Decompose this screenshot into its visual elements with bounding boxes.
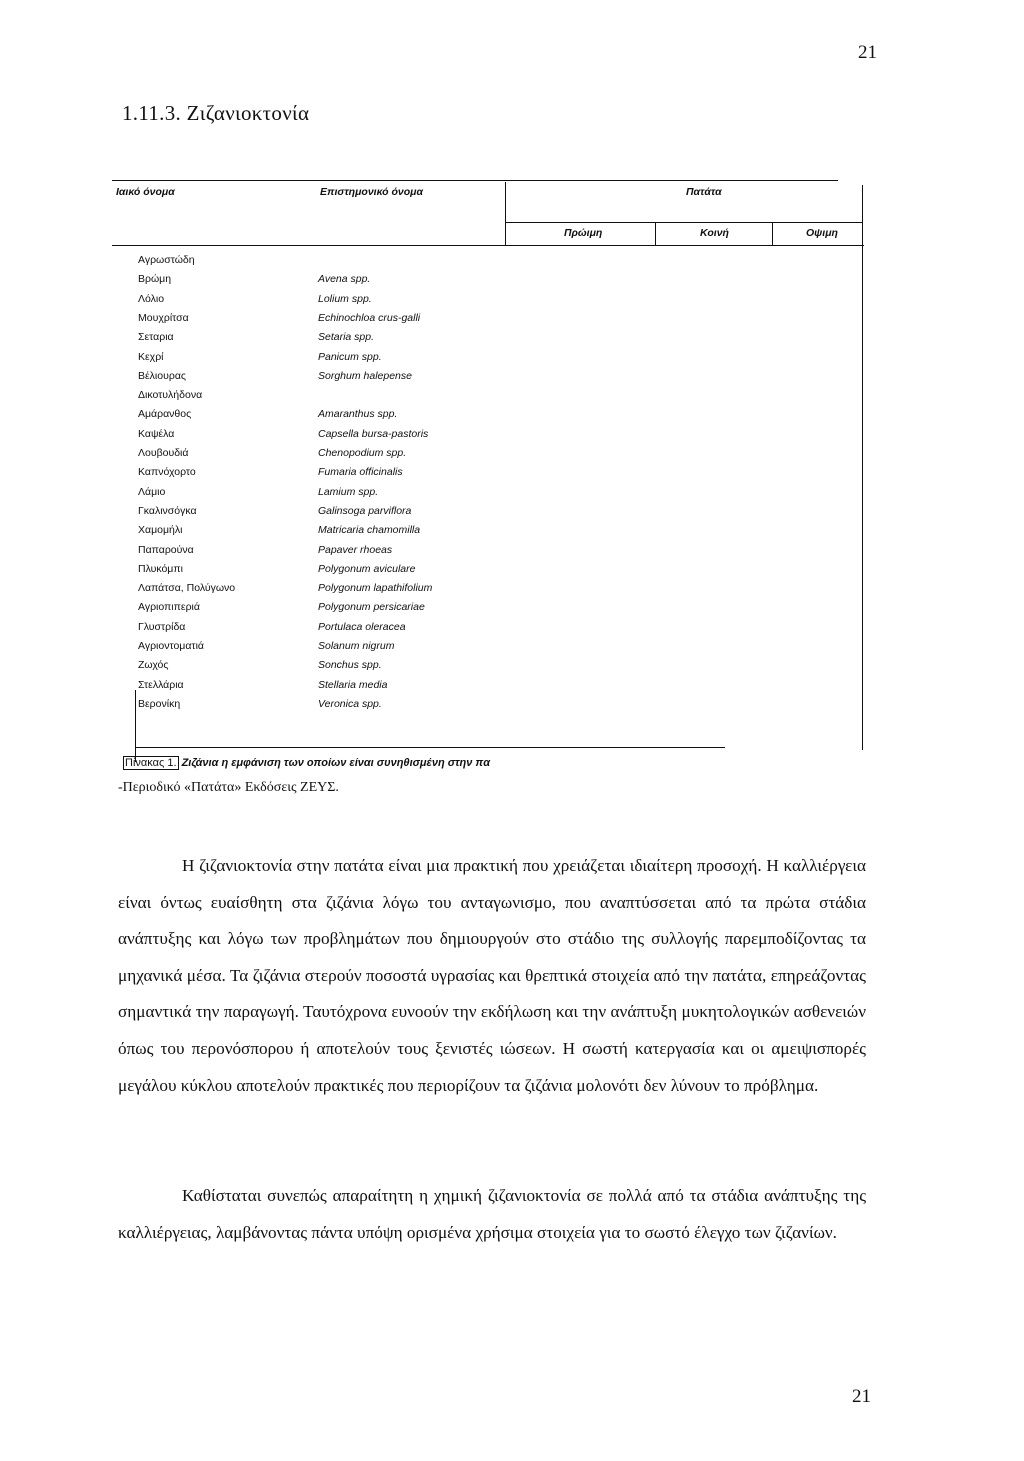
section-title: 1.11.3. Ζιζανιοκτονία — [122, 101, 310, 125]
table-cell-common-name: Καπνόχορτο — [138, 466, 196, 479]
paragraph: Καθίσταται συνεπώς απαραίτητη η χημική ζιζανιοκτονία σε πολλά από τα στάδια ανάπτυξης της καλλιέργειας, λαμβάνοντας πάντα υπόψη ορισμένα χρήσιμα στοιχεία για το σωστό έλεγχο των ζιζανίων. — [118, 1186, 866, 1242]
table-cell-scientific-name: Sonchus spp. — [318, 659, 382, 672]
table-divider — [655, 222, 656, 245]
table-cell-common-name: Δικοτυλήδονα — [138, 389, 203, 402]
table-cell-scientific-name: Lamium spp. — [318, 485, 379, 498]
table-cell-common-name: Λαπάτσα, Πολύγωνο — [138, 582, 236, 595]
caption-text: Ζιζάνια η εμφάνιση των οποίων είναι συνηθισμένη στην πα — [181, 757, 491, 769]
table-cell-common-name: Αμάρανθος — [138, 408, 192, 421]
table-cell-scientific-name: Amaranthus spp. — [318, 408, 398, 421]
table-cell-common-name: Αγρωστώδη — [138, 254, 195, 266]
table-cell-scientific-name: Matricaria chamomilla — [318, 524, 421, 537]
table-cell-common-name: Γκαλινσόγκα — [138, 504, 197, 517]
header-early: Πρώιμη — [564, 227, 603, 239]
table-cell-common-name: Στελλάρια — [138, 678, 184, 691]
table-cell-common-name: Βρώμη — [138, 273, 172, 286]
table-cell-common-name: Σεταρια — [138, 331, 174, 344]
table-cell-scientific-name: Galinsoga parviflora — [318, 504, 412, 517]
table-cell-common-name: Ζωχός — [138, 659, 169, 672]
table-cell-common-name: Αγριοπιπεριά — [138, 601, 200, 614]
table-cell-scientific-name: Avena spp. — [318, 273, 371, 286]
table-cell-scientific-name: Capsella bursa-pastoris — [318, 427, 429, 440]
table-cell-common-name: Γλυστρίδα — [138, 620, 186, 633]
table-cell-scientific-name: Chenopodium spp. — [318, 447, 407, 459]
table-caption — [123, 757, 490, 769]
table-subheader-rule — [505, 222, 863, 223]
table-cell-common-name: Αγριοντοματιά — [138, 640, 204, 652]
table-cell-scientific-name: Papaver rhoeas — [318, 543, 393, 556]
table-cell-scientific-name: Setaria spp. — [318, 331, 375, 344]
table-cell-scientific-name: Stellaria media — [318, 678, 388, 691]
paragraph: Η ζιζανιοκτονία στην πατάτα είναι μια πρακτική που χρειάζεται ιδιαίτερη προσοχή. Η καλλιέργεια είναι όντως ευαίσθητη στα ζιζάνια λόγω του ανταγωνισμο, που αναπτύσσεται από τα πρώτα στάδια ανάπτυξης και λόγω των προβλημάτων που δημιουργούν στο στάδιο της συλλογής παρεμποδίζοντας τα μηχανικά μέσα. Τα ζιζάνια στερούν ποσοστά υγρασίας και θρεπτικά στοιχεία από την πατάτα, επηρεάζοντας σημαντικά την παραγωγή. Ταυτόχρονα ευνοούν την εκδήλωση και την ανάπτυξη μυκητολογικών ασθενειών όπως του περονόσπορου ή αποτελούν τους ξενιστές ιώσεων. Η σωστή κατεργασία και οι αμειψισπορές μεγάλου κύκλου αποτελούν πρακτικές που περιορίζουν τα ζιζάνια μολονότι δεν λύνουν το πρόβλημα. — [118, 856, 866, 1095]
header-potato: Πατάτα — [686, 186, 722, 198]
table-cell-scientific-name: Portulaca oleracea — [318, 620, 406, 633]
table-cell-common-name: Μουχρίτσα — [138, 311, 189, 324]
page-number-top: 21 — [858, 42, 877, 63]
table-cell-common-name: Χαμομήλι — [138, 524, 183, 537]
table-bottom-rule — [135, 747, 725, 748]
table-cell-common-name: Βερονίκη — [138, 697, 181, 710]
table-cell-scientific-name: Panicum spp. — [318, 350, 382, 363]
table-cell-scientific-name: Sorghum halepense — [318, 369, 412, 382]
header-late: Οψιμη — [806, 227, 838, 239]
table-cell-scientific-name: Polygonum persicariae — [318, 601, 425, 614]
table-source: -Περιοδικό «Πατάτα» Εκδόσεις ΖΕΥΣ. — [118, 780, 339, 795]
table-right-border — [862, 185, 863, 750]
table-cell-scientific-name: Solanum nigrum — [318, 640, 395, 652]
header-scientific-name: Επιστημονικό όνομα — [320, 186, 423, 198]
table-cell-common-name: Κεχρί — [138, 350, 164, 363]
table-divider — [505, 182, 506, 245]
page-number-bottom: 21 — [852, 1386, 871, 1407]
header-common-name: Ιαικό όνομα — [116, 186, 175, 198]
table-header-bottom-rule — [112, 245, 864, 246]
table-cell-scientific-name: Polygonum lapathifolium — [318, 582, 433, 595]
table-cell-scientific-name: Fumaria officinalis — [318, 466, 403, 479]
table-cell-scientific-name: Echinochloa crus-galli — [318, 311, 421, 324]
table-cell-scientific-name: Veronica spp. — [318, 697, 382, 710]
table-left-border — [135, 690, 136, 762]
table-cell-common-name: Βέλιουρας — [138, 369, 186, 382]
table-divider — [772, 222, 773, 245]
table-cell-scientific-name: Polygonum aviculare — [318, 562, 416, 575]
table-cell-common-name: Λουβουδιά — [138, 447, 189, 459]
table-top-rule — [112, 180, 838, 181]
table-cell-common-name: Λόλιο — [138, 292, 165, 305]
caption-label: Πίνακας 1. — [125, 757, 177, 769]
table-cell-common-name: Λάμιο — [138, 485, 166, 498]
table-cell-common-name: Παπαρούνα — [138, 543, 194, 556]
table-cell-common-name: Καψέλα — [138, 427, 175, 440]
table-cell-common-name: Πλυκόμπι — [138, 562, 183, 575]
table-cell-scientific-name: Lolium spp. — [318, 292, 372, 305]
header-common-season: Κοινή — [700, 227, 729, 239]
